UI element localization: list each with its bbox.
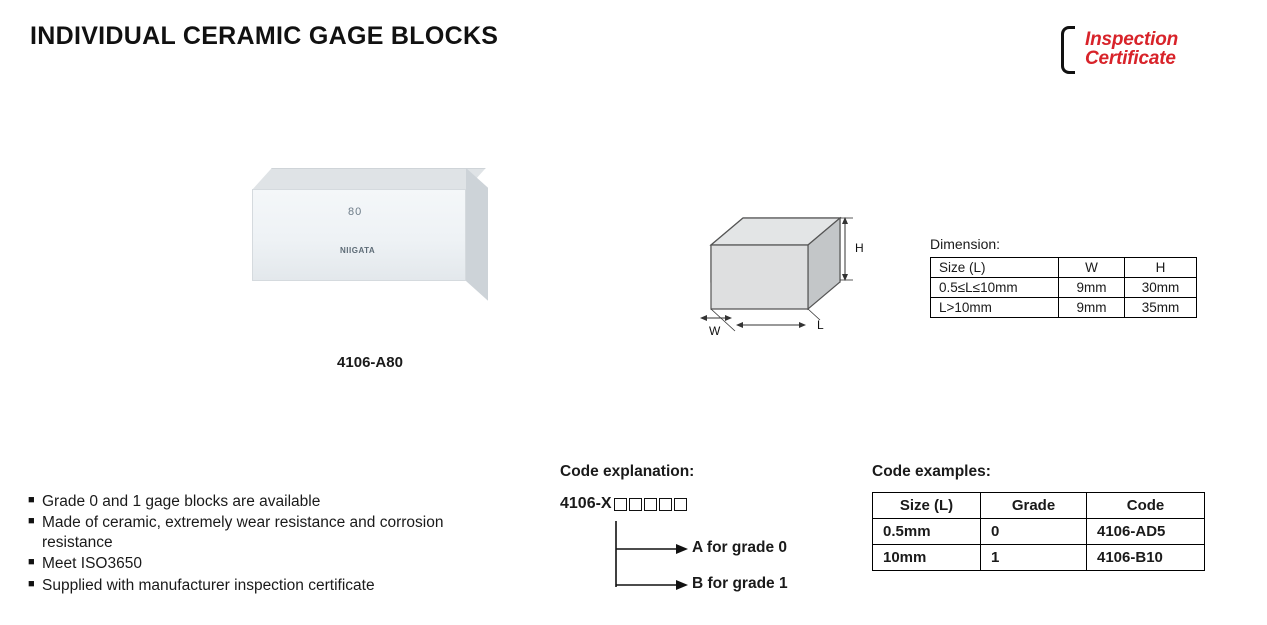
- dimension-col-size: Size (L): [931, 258, 1059, 278]
- dimension-cell-h: 35mm: [1125, 298, 1197, 318]
- dimension-cell-h: 30mm: [1125, 278, 1197, 298]
- list-item: [28, 513, 498, 553]
- dimension-section: [930, 236, 1197, 318]
- code-explanation-title: Code explanation:: [560, 463, 695, 480]
- table-header-row: [931, 258, 1197, 278]
- code-placeholder-box: [659, 498, 672, 511]
- code-placeholder-box: [674, 498, 687, 511]
- examples-cell-grade: 1: [981, 545, 1087, 571]
- table-row: [931, 298, 1197, 318]
- grade-1-label: B for grade 1: [692, 575, 788, 592]
- code-placeholder-box: [644, 498, 657, 511]
- square-bullet-icon: ■: [28, 556, 35, 569]
- code-prefix: 4106-: [560, 495, 601, 512]
- dimension-cell-size: L>10mm: [931, 298, 1059, 318]
- svg-text:W: W: [709, 324, 721, 338]
- product-photo-caption: 4106-A80: [337, 354, 403, 371]
- table-row: [931, 278, 1197, 298]
- dimension-table: [930, 257, 1197, 318]
- isometric-dimension-diagram: [695, 190, 895, 340]
- square-bullet-icon: ■: [28, 494, 35, 506]
- page-title: INDIVIDUAL CERAMIC GAGE BLOCKS: [30, 22, 499, 50]
- dimension-cell-size: 0.5≤L≤10mm: [931, 278, 1059, 298]
- examples-col-size: Size (L): [873, 493, 981, 519]
- code-placeholder-boxes: [614, 498, 687, 511]
- examples-col-code: Code: [1087, 493, 1205, 519]
- examples-cell-grade: 0: [981, 519, 1087, 545]
- code-placeholder-box: [614, 498, 627, 511]
- examples-cell-size: 0.5mm: [873, 519, 981, 545]
- code-arrow-group: [560, 519, 840, 591]
- gage-block-brand-marking: NIIGATA: [340, 246, 376, 255]
- feature-text: Made of ceramic, extremely wear resistance and corrosion resistance: [42, 514, 444, 552]
- table-row: [873, 545, 1205, 571]
- examples-cell-code: 4106-B10: [1087, 545, 1205, 571]
- dimension-title: Dimension:: [930, 236, 1001, 252]
- code-examples-title: Code examples:: [872, 463, 991, 480]
- code-examples-section: [872, 463, 1205, 571]
- code-examples-table: [872, 492, 1205, 571]
- feature-list: [28, 492, 498, 597]
- list-item: [28, 554, 498, 574]
- table-header-row: [873, 493, 1205, 519]
- certificate-text: [1085, 30, 1178, 69]
- list-item: [28, 492, 498, 512]
- dimension-cell-w: 9mm: [1059, 278, 1125, 298]
- code-placeholder-box: [629, 498, 642, 511]
- dimension-col-w: W: [1059, 258, 1125, 278]
- gage-block-size-marking: 80: [348, 206, 363, 218]
- svg-text:H: H: [855, 241, 864, 255]
- code-explanation-section: [560, 463, 840, 591]
- grade-0-label: A for grade 0: [692, 539, 788, 556]
- gage-block-photo: [252, 168, 488, 300]
- certificate-line-1: Inspection: [1085, 29, 1179, 50]
- certificate-line-2: Certificate: [1085, 48, 1176, 70]
- list-item: [28, 576, 498, 596]
- square-bullet-icon: ■: [28, 515, 35, 528]
- inspection-certificate-badge: [1061, 24, 1239, 86]
- code-variable: X: [600, 495, 612, 512]
- gage-block-side-face: [466, 168, 488, 301]
- examples-cell-size: 10mm: [873, 545, 981, 571]
- examples-cell-code: 4106-AD5: [1087, 519, 1205, 545]
- code-pattern: [560, 495, 840, 513]
- svg-text:L: L: [817, 318, 824, 332]
- feature-text: Grade 0 and 1 gage blocks are available: [42, 493, 321, 510]
- dimension-col-h: H: [1125, 258, 1197, 278]
- examples-col-grade: Grade: [981, 493, 1087, 519]
- gage-block-front-face: [252, 189, 466, 281]
- gage-block-top-face: [252, 168, 486, 190]
- feature-text: Meet ISO3650: [42, 555, 142, 573]
- dimension-cell-w: 9mm: [1059, 298, 1125, 318]
- square-bullet-icon: ■: [28, 577, 35, 590]
- table-row: [873, 519, 1205, 545]
- feature-text: Supplied with manufacturer inspection certificate: [42, 576, 375, 594]
